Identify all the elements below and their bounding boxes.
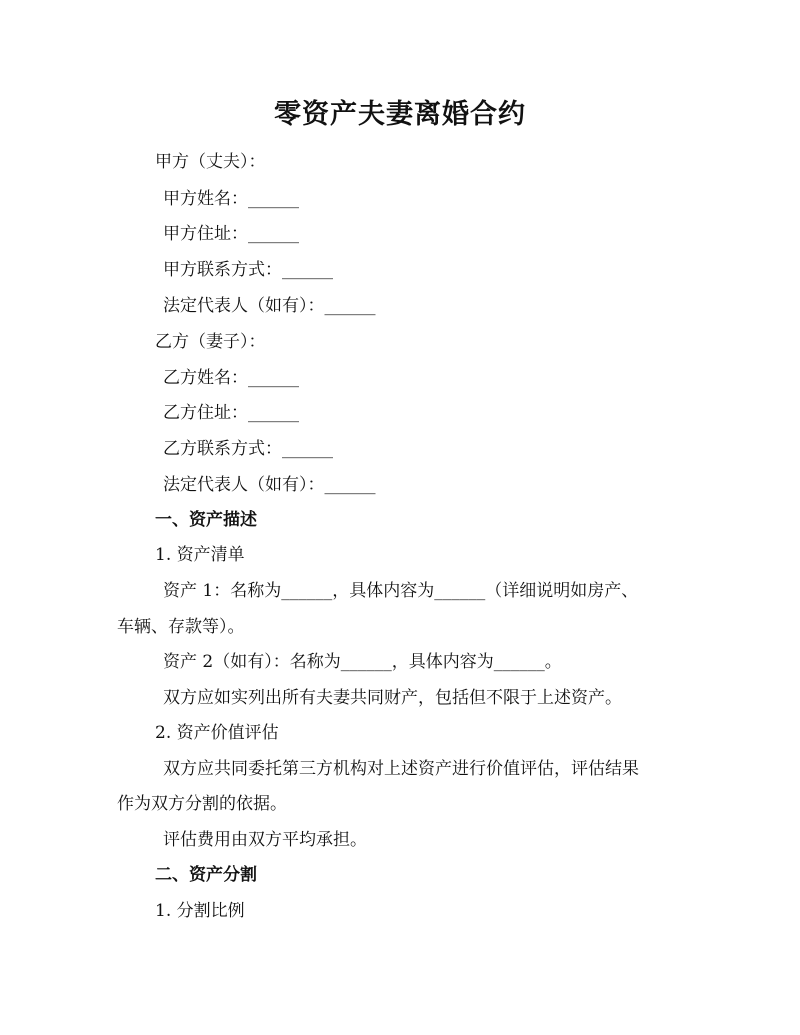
party-a-name: 甲方姓名：______ — [163, 189, 299, 209]
asset-1-line-1: 资产 1：名称为______，具体内容为______（详细说明如房产、 — [163, 581, 639, 601]
asset-2-line: 资产 2（如有）：名称为______，具体内容为______。 — [163, 652, 562, 672]
evaluation-line-1: 双方应共同委托第三方机构对上述资产进行价值评估，评估结果 — [163, 759, 639, 779]
section-1-sub-2: 2. 资产价值评估 — [155, 723, 279, 743]
section-2-heading: 二、资产分割 — [155, 865, 257, 885]
evaluation-fee-line: 评估费用由双方平均承担。 — [163, 830, 367, 850]
evaluation-line-2: 作为双方分割的依据。 — [117, 794, 287, 814]
asset-1-line-2: 车辆、存款等）。 — [117, 617, 245, 637]
party-a-contact: 甲方联系方式：______ — [163, 260, 333, 280]
party-b-legal-rep: 法定代表人（如有）：______ — [163, 475, 376, 495]
party-a-header: 甲方（丈夫）： — [155, 152, 266, 172]
document-title: 零资产夫妻离婚合约 — [274, 99, 526, 130]
party-b-name: 乙方姓名：______ — [163, 368, 299, 388]
party-b-contact: 乙方联系方式：______ — [163, 439, 333, 459]
section-1-sub-1: 1. 资产清单 — [155, 545, 245, 565]
party-a-address: 甲方住址：______ — [163, 224, 299, 244]
party-b-header: 乙方（妻子）： — [155, 332, 266, 352]
party-b-address: 乙方住址：______ — [163, 403, 299, 423]
list-all-line: 双方应如实列出所有夫妻共同财产，包括但不限于上述资产。 — [163, 688, 622, 708]
section-2-sub-1: 1. 分割比例 — [155, 901, 245, 921]
party-a-legal-rep: 法定代表人（如有）：______ — [163, 296, 376, 316]
section-1-heading: 一、资产描述 — [155, 510, 257, 530]
